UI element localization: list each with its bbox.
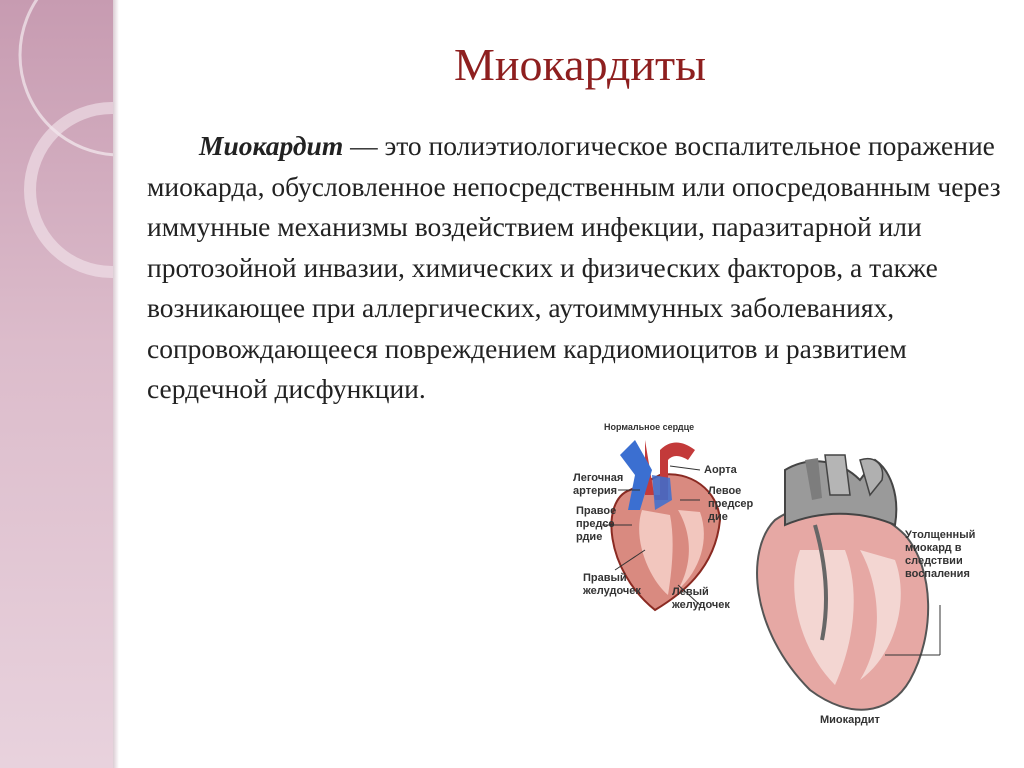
definition-text: — это полиэтиологическое воспалительное поражение миокарда, обусловленное непосредственным или опосредованным через иммунные механизмы воздействием инфекции, паразитарной или протозойной инвазии, химических и физических факторов, а также возникающее при аллергических, аутоиммунных заболеваниях, сопровождающееся повреждением кардиомиоцитов и развитием сердечной дисфункции. <box>147 130 1001 404</box>
normal-heart-caption: Нормальное сердце <box>604 422 695 432</box>
myocarditis-heart-image <box>757 455 928 710</box>
side-panel-shadow <box>113 0 119 768</box>
label-right-atrium: Правое предсе рдие <box>576 505 617 543</box>
label-right-ventricle: Правый желудочек <box>583 572 641 597</box>
slide-title: Миокардиты <box>453 39 706 90</box>
label-left-ventricle: Левый желудочек <box>672 586 730 611</box>
label-left-atrium: Левое предсер дие <box>708 485 754 523</box>
label-thickened-myocardium: Утолщенный миокард в следствии воспаления <box>905 529 976 580</box>
definition-paragraph <box>147 126 1007 410</box>
label-pulmonary-artery: Легочная артерия <box>573 472 624 497</box>
definition-term: Миокардит <box>199 130 344 161</box>
myocarditis-caption: Миокардит <box>820 714 880 726</box>
decorative-circles <box>0 0 113 768</box>
label-aorta: Аорта <box>704 464 737 476</box>
decorative-side-panel <box>0 0 113 768</box>
